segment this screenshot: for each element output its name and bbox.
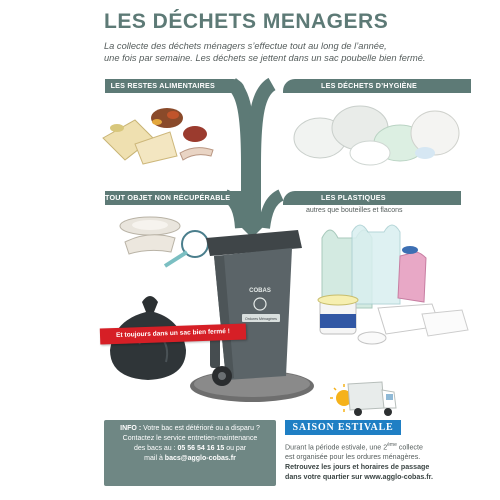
intro-line-2: une fois par semaine. Les déchets se jettent dans un sac poubelle bien fermé. [104,52,426,63]
info-line-2: Contactez le service entretien-maintenance [122,435,258,442]
plastiques-subtitle: autres que bouteilles et flacons [306,207,403,214]
category-objet-non-recuperable: TOUT OBJET NON RÉCUPÉRABLE [105,191,255,205]
info-prefix: INFO : [120,425,142,432]
category-dechets-hygiene: LES DÉCHETS D’HYGIÈNE [283,79,471,93]
saison-estivale-title: SAISON ESTIVALE [285,420,401,435]
info-box [104,420,276,486]
sac-ferme-banner: Et toujours dans un sac bien fermé ! [100,323,246,344]
bin-label: Ordures Ménagères [245,317,277,321]
food-scraps-illustration [95,98,225,173]
saison-line-3: Retrouvez les jours et horaires de passage [285,463,430,472]
info-line-1: INFO : Votre bac est détérioré ou a disparu ? [120,425,260,432]
intro-line-1: La collecte des déchets ménagers s’effectue tout au long de l’année, [104,41,387,51]
info-line-4: mail à bacs@agglo-cobas.fr [144,455,236,462]
category-plastiques: LES PLASTIQUES [283,191,461,205]
page-title: LES DÉCHETS MENAGERS [104,10,389,33]
bin-brand: COBAS [249,288,271,294]
garbage-truck-icon [330,376,400,420]
saison-line-1: Durant la période estivale, une 2ème collecte [285,442,423,452]
saison-line-2: est organisée pour les ordures ménagères. [285,453,421,462]
wheelie-bin-illustration [180,226,325,406]
category-restes-alimentaires: LES RESTES ALIMENTAIRES [105,79,245,93]
info-line-3: des bacs au : 05 56 54 16 15 ou par [133,445,247,452]
saison-line-4: dans votre quartier sur www.agglo-cobas.fr. [285,473,433,482]
plastics-illustration [312,218,492,358]
info-phone: 05 56 54 16 15 [177,445,225,452]
saison-estivale-text [285,440,485,482]
info-email-link[interactable]: bacs@agglo-cobas.fr [164,455,236,462]
hygiene-waste-illustration [290,98,470,173]
